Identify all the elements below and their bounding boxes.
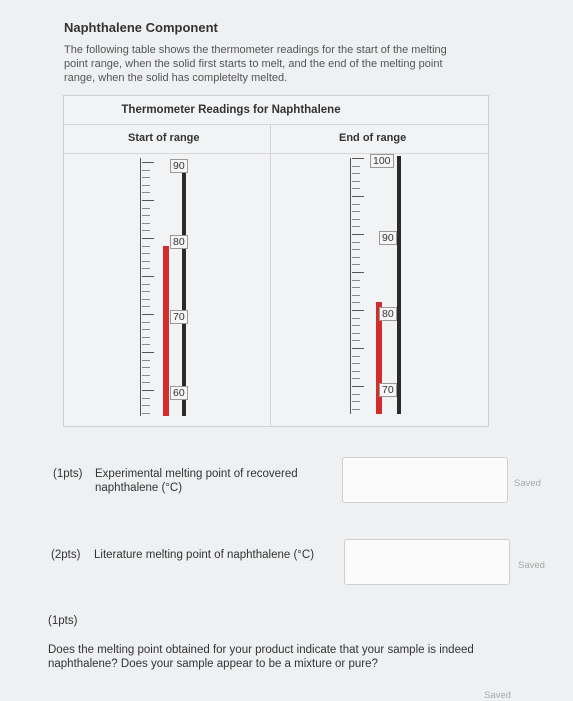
thermometer-tick bbox=[352, 234, 364, 235]
end-thermometer bbox=[350, 154, 410, 416]
thermometer-tick bbox=[352, 340, 360, 341]
question-1-text: Experimental melting point of recovered naphthalene (°C) bbox=[95, 468, 298, 494]
thermometer-tick bbox=[142, 390, 154, 391]
thermometer-tick bbox=[142, 413, 150, 414]
thermometer-tick bbox=[352, 295, 360, 296]
thermometer-tick bbox=[142, 344, 150, 345]
thermometer-tick bbox=[142, 261, 150, 262]
thermometer-tick bbox=[352, 394, 360, 395]
thermometer-tick bbox=[352, 302, 360, 303]
thermometer-tick bbox=[142, 253, 150, 254]
thermometer-tick bbox=[352, 242, 360, 243]
thermometer-tick bbox=[142, 284, 150, 285]
thermometer-tick bbox=[352, 363, 360, 364]
thermometer-tick bbox=[142, 291, 150, 292]
column-header-start: Start of range bbox=[128, 132, 200, 144]
thermometer-tick bbox=[352, 257, 360, 258]
thermometer-tick bbox=[352, 173, 360, 174]
thermometer-tick bbox=[352, 386, 364, 387]
table-title: Thermometer Readings for Naphthalene bbox=[121, 104, 341, 116]
thermometer-tick bbox=[352, 272, 364, 273]
thermometer-tick bbox=[142, 268, 150, 269]
thermometer-tick bbox=[352, 264, 360, 265]
thermometer-tick bbox=[352, 249, 360, 250]
thermometer-tick bbox=[142, 306, 150, 307]
thermometer-label-60: 60 bbox=[170, 386, 188, 400]
thermometer-label-80: 80 bbox=[379, 307, 397, 321]
thermometer-tick bbox=[352, 196, 364, 197]
scale-line bbox=[350, 158, 351, 414]
thermometer-tick bbox=[142, 192, 150, 193]
question-2-text: Literature melting point of naphthalene (°C) bbox=[94, 549, 315, 561]
thermometer-label-100: 100 bbox=[370, 154, 394, 168]
thermometer-tick bbox=[142, 382, 150, 383]
thermometer-tube bbox=[182, 160, 186, 416]
thermometer-tick bbox=[142, 223, 150, 224]
thermometer-tick bbox=[142, 405, 150, 406]
thermometer-tick bbox=[142, 375, 150, 376]
thermometer-tick bbox=[142, 329, 150, 330]
question-3-text: Does the melting point obtained for your product indicate that your sample is indeed naphthalene? Does your sample appear to be a mixture or pure? bbox=[48, 644, 474, 670]
scale-line bbox=[140, 158, 141, 416]
thermometer-tick bbox=[142, 162, 154, 163]
column-header-end: End of range bbox=[339, 132, 407, 144]
thermometer-tick bbox=[352, 158, 364, 159]
question-2-saved-status: Saved bbox=[518, 560, 545, 571]
thermometer-tick bbox=[352, 310, 364, 311]
question-1-saved-status: Saved bbox=[514, 478, 541, 489]
question-3-saved-status: Saved bbox=[484, 690, 511, 701]
thermometer-tick bbox=[352, 219, 360, 220]
thermometer-tick bbox=[352, 318, 360, 319]
thermometer-tick bbox=[352, 378, 360, 379]
thermometer-tick bbox=[352, 188, 360, 189]
literature-mp-input[interactable] bbox=[344, 539, 510, 585]
thermometer-label-70: 70 bbox=[170, 310, 188, 324]
table-column-divider bbox=[270, 124, 271, 426]
thermometer-tick bbox=[142, 200, 154, 201]
thermometer-tick bbox=[142, 398, 150, 399]
thermometer-tick bbox=[142, 170, 150, 171]
thermometer-tick bbox=[142, 208, 150, 209]
thermometer-tick bbox=[352, 409, 360, 410]
thermometer-tick bbox=[142, 238, 154, 239]
thermometer-tick bbox=[352, 287, 360, 288]
thermometer-tick bbox=[142, 360, 150, 361]
experimental-mp-input[interactable] bbox=[342, 457, 508, 503]
thermometer-tick bbox=[142, 299, 150, 300]
thermometer-tick bbox=[352, 401, 360, 402]
question-2-points: (2pts) bbox=[51, 549, 81, 561]
thermometer-tick bbox=[142, 367, 150, 368]
question-1-points: (1pts) bbox=[53, 468, 83, 480]
thermometer-tick bbox=[352, 348, 364, 349]
thermometer-tick bbox=[142, 185, 150, 186]
thermometer-tick bbox=[352, 226, 360, 227]
thermometer-label-90: 90 bbox=[379, 231, 397, 245]
section-intro: The following table shows the thermometer readings for the start of the melting point range, when the solid first starts to melt, and the end of the melting point range, when the solid has completelty melted. bbox=[64, 44, 447, 84]
thermometer-tick bbox=[352, 371, 360, 372]
thermometer-tick bbox=[352, 211, 360, 212]
thermometer-table bbox=[63, 95, 489, 427]
thermometer-tick bbox=[352, 204, 360, 205]
thermometer-label-80: 80 bbox=[170, 235, 188, 249]
thermometer-tube bbox=[397, 156, 401, 414]
thermometer-tick bbox=[142, 215, 150, 216]
thermometer-label-70: 70 bbox=[379, 383, 397, 397]
thermometer-tick bbox=[352, 166, 360, 167]
question-3-points: (1pts) bbox=[48, 615, 78, 627]
thermometer-tick bbox=[352, 325, 360, 326]
section-title: Naphthalene Component bbox=[64, 20, 218, 35]
thermometer-tick bbox=[352, 280, 360, 281]
thermometer-tick bbox=[352, 181, 360, 182]
thermometer-tick bbox=[142, 246, 150, 247]
thermometer-tick bbox=[142, 322, 150, 323]
thermometer-tick bbox=[142, 276, 154, 277]
thermometer-tick bbox=[142, 177, 150, 178]
thermometer-tick bbox=[142, 337, 150, 338]
start-thermometer bbox=[140, 158, 200, 420]
thermometer-tick bbox=[352, 333, 360, 334]
thermometer-tick bbox=[142, 352, 154, 353]
thermometer-label-90: 90 bbox=[170, 159, 188, 173]
thermometer-tick bbox=[142, 314, 154, 315]
mercury-column bbox=[163, 246, 169, 416]
thermometer-tick bbox=[142, 230, 150, 231]
thermometer-tick bbox=[352, 356, 360, 357]
